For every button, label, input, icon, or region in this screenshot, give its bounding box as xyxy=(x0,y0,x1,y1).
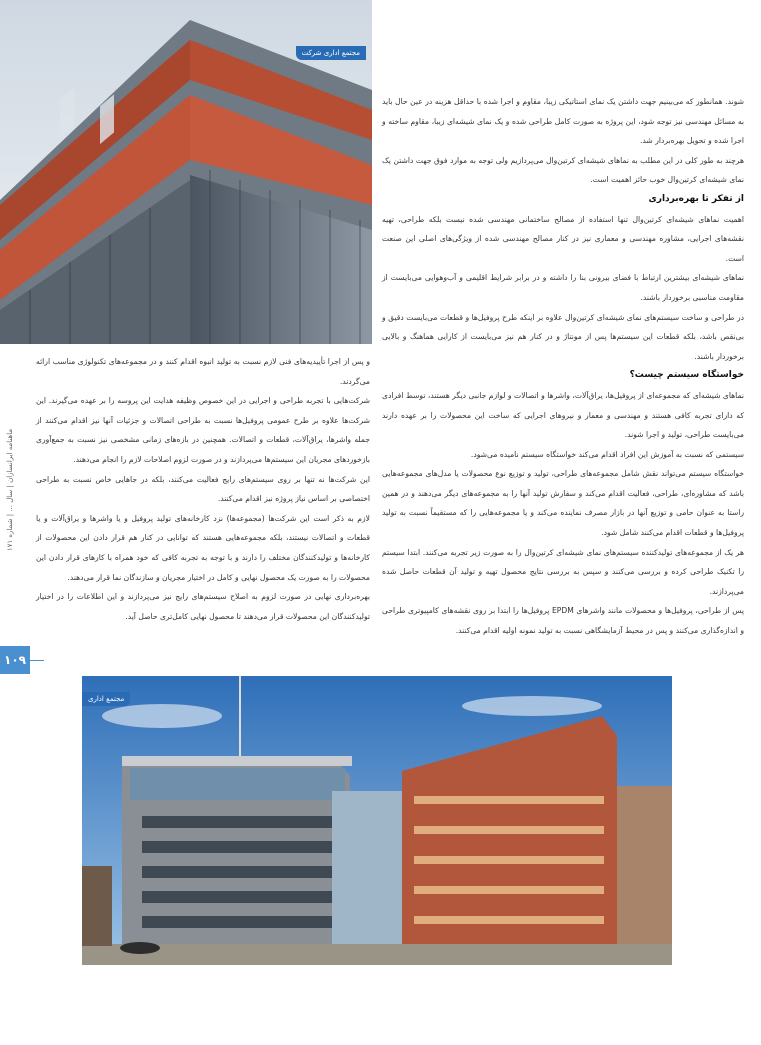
divider xyxy=(30,660,44,661)
paragraph: شوند. همانطور که می‌بینیم جهت داشتن یک نمای استاتیکی زیبا، مقاوم و اجرا شده با حداقل هزینه در عین حال باید به مسائل مهندسی نیز توجه شود، این پروژه به صورت کامل طراحی شده و یک نمای شیشه‌ای زیبا، مقاوم ساخته و اجرا شده و تحویل بهره‌بردار شد. xyxy=(382,97,744,146)
paragraph: لازم به ذکر است این شرکت‌ها (مجموعه‌ها) نزد کارخانه‌های تولید پروفیل و یا واشرها و یراق‌آلات و یا قطعات و اتصالات نیستند، بلکه مجموعه‌هایی هستند که توانایی در کنار هم قرار دادن این محصولات از کارخانه‌ها و تولیدکنندگان مختلف را دارند و با توجه به تجربه کافی که خود همراه با کارهای قرار دادن این محصولات را به صورت یک محصول نهایی و کامل در اختیار مجریان و سازندگان نما قرار می‌دهند. xyxy=(36,513,370,582)
page-number: ۱۰۹ xyxy=(0,646,30,674)
building-photo-top xyxy=(0,0,372,344)
paragraph: و پس از اجرا تأییدیه‌های فنی لازم نسبت به تولید انبوه اقدام کنند و در مجموعه‌های تکنولوژی مناسب ارائه می‌گردند. xyxy=(36,357,370,386)
paragraph: بهره‌برداری نهایی در صورت لزوم به اصلاح سیستم‌های رایج نیز می‌پردازند و این اطلاعات را در اختیار تولیدکنندگان این محصولات قرار می‌دهند تا محصول نهایی کامل‌تری حاصل آید. xyxy=(36,592,370,621)
paragraph: خواستگاه سیستم می‌تواند نقش شامل مجموعه‌های طراحی، تولید و توزیع نوع محصولات یا مدل‌های مجموعه‌هایی باشد که مشاوره‌ای، طراحی، فعالیت اقدام می‌کند و سفارش تولید آنها را به مجموعه‌های دیگر می‌دهند و در همین راستا به عنوان حامی و توزیع آنها در بازار مصرف نماینده می‌کند و یا مجموعه‌هایی را که مستقیماً نسبت به تولید پروفیل‌ها و قطعات اقدام می‌کنند شامل شود. xyxy=(382,469,744,538)
paragraph: هر یک از مجموعه‌های تولیدکننده سیستم‌های نمای شیشه‌ای کرتین‌وال را به صورت زیر تجربه می‌کنند. ابتدا سیستم را تکنیک طراحی کرده و بررسی می‌کنند و سپس به بررسی نتایج محصول تهیه و تولید آن قطعات حاصل شده می‌پردازند. xyxy=(382,547,744,596)
side-caption xyxy=(4,330,16,650)
section-heading: از تفکر تا بهره‌برداری xyxy=(648,193,744,204)
paragraph: اهمیت نماهای شیشه‌ای کرتین‌وال تنها استفاده از مصالح ساختمانی مهندسی شده نیست بلکه طراحی، تهیه نقشه‌های اجرایی، مشاوره مهندسی و معماری نیز در کنار مصالح مهندسی شده از ویژگی‌های اصلی این صنعت است. xyxy=(382,214,744,263)
side-caption-text: ماهنامه ایرانسازان | سال ... | شماره ۱۷۱ xyxy=(6,428,14,552)
paragraph: سیستمی که نسبت به آموزش این افراد اقدام می‌کند خواستگاه سیستم نامیده می‌شود. xyxy=(470,449,744,459)
image-caption-bottom: مجتمع اداری xyxy=(82,692,130,706)
paragraph: نماهای شیشه‌ای بیشترین ارتباط با فضای بیرونی بنا را داشته و در برابر شرایط اقلیمی و آب‌وهوایی می‌بایست از مقاومت مناسبی برخوردار باشند. xyxy=(382,273,744,302)
paragraph: در طراحی و ساخت سیستم‌های نمای شیشه‌ای کرتین‌وال علاوه بر اینکه طرح پروفیل‌ها و قطعات می‌بایست دقیق و بی‌نقص باشد، بلکه قطعات این سیستم‌ها پس از مونتاژ و در کنار هم نیز می‌بایست از کارایی هماهنگ و بالایی برخوردار باشند. xyxy=(382,312,744,361)
section-heading: خواستگاه سیستم چیست؟ xyxy=(629,370,744,381)
paragraph: این شرکت‌ها نه تنها بر روی سیستم‌های رایج فعالیت می‌کنند، بلکه در جاهایی خاص نسبت به طراحی اختصاصی بر اساس نیاز پروژه نیز اقدام می‌کنند. xyxy=(36,474,370,504)
paragraph: پس از طراحی، پروفیل‌ها و محصولات مانند واشرهای EPDM پروفیل‌ها را ابتدا بر روی نقشه‌های کامپیوتری طراحی و اندازه‌گذاری می‌کنند و پس در محیط آزمایشگاهی نسبت به تولید نمونه اولیه اقدام می‌کنند. xyxy=(382,606,745,636)
image-caption-top: مجتمع اداری شرکت xyxy=(296,46,366,60)
paragraph: هرچند به طور کلی در این مطلب به نماهای شیشه‌ای کرتین‌وال می‌پردازیم ولی توجه به موارد فوق جهت داشتن یک نمای شیشه‌ای کرتین‌وال خوب حائز اهمیت است. xyxy=(382,155,744,185)
text-column-right xyxy=(382,92,744,675)
text-column-left xyxy=(36,352,370,672)
paragraph: شرکت‌هایی با تجربه طراحی و اجرایی در این خصوص وظیفه هدایت این پروسه را بر عهده می‌گیرند. این شرکت‌ها علاوه بر طرح عمومی پروفیل‌ها نسبت به طراحی اتصالات و جزئیات آنها نیز اقدام می‌کنند از جمله واشرها، یراق‌آلات، قطعات و اتصالات. همچنین در بازه‌های زمانی مشخصی نیز نسبت به جمع‌آوری بازخوردهای مجریان این سیستم‌ها می‌پردازند و در صورت لزوم اصلاحات لازم را انجام می‌دهند. xyxy=(36,396,370,464)
building-photo-bottom xyxy=(82,676,672,965)
paragraph: نماهای شیشه‌ای که مجموعه‌ای از پروفیل‌ها، یراق‌آلات، واشرها و اتصالات و لوازم جانبی دیگر هستند، توسط افرادی که دارای تجربه کافی هستند و مهندسی و معمار و نیروهای اجرایی که ساخت این محصولات را بر عهده دارند می‌بایست طراحی، تولید و اجرا شوند. xyxy=(382,390,744,440)
